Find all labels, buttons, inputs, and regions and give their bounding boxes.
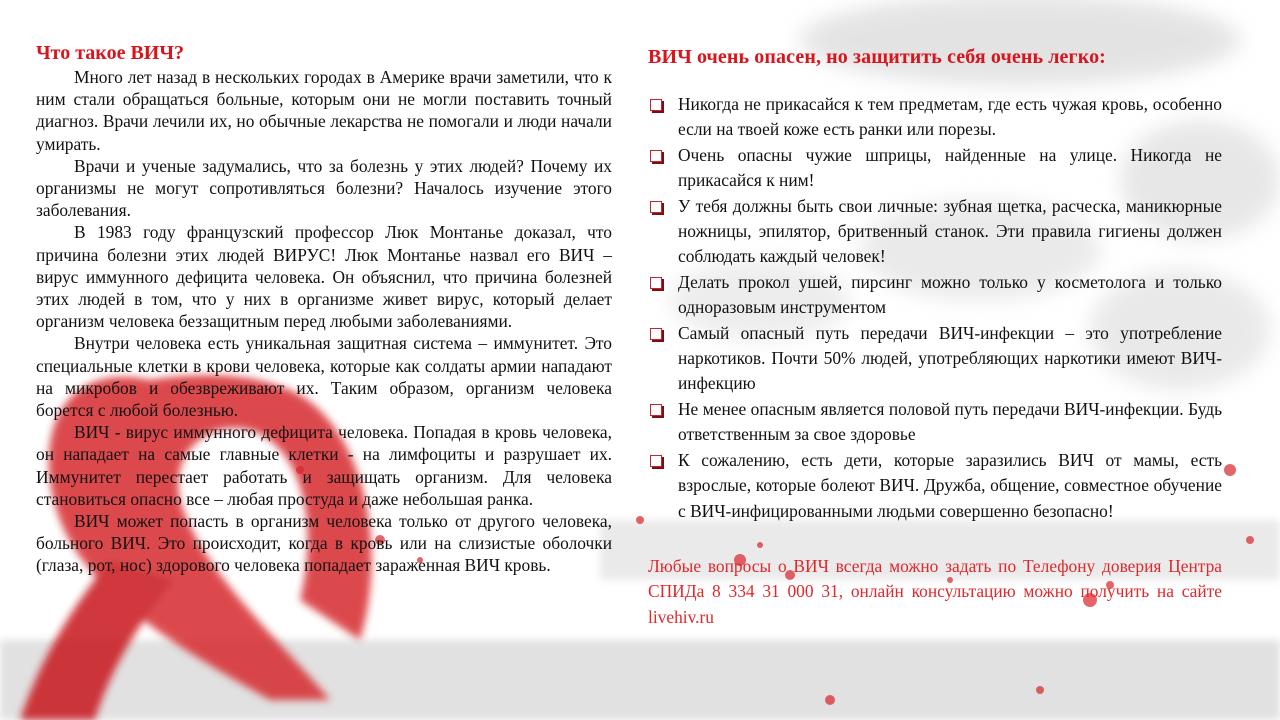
list-item xyxy=(648,194,1222,270)
left-paragraph-2: Врачи и ученые задумались, что за болезнь у этих людей? Почему их организмы не могут сопротивляться болезни? Началось изучение этого заболевания. xyxy=(36,155,612,221)
list-item-text: Делать прокол ушей, пирсинг можно только у косметолога и только одноразовым инструментом xyxy=(678,271,1222,318)
left-paragraph-4: Внутри человека есть уникальная защитная система – иммунитет. Это специальные клетки в крови человека, которые как солдаты армии нападают на микробов и обезвреживают их. Таким образом, организм человека борется с любой болезнью. xyxy=(36,333,612,421)
contact-info-text: Любые вопросы о ВИЧ всегда можно задать по Телефону доверия Центра СПИДа 8 334 31 000 31, онлайн консультацию можно получить на сайте livehiv.ru xyxy=(648,555,1222,627)
left-paragraph-6: ВИЧ может попасть в организм человека только от другого человека, больного ВИЧ. Это происходит, когда в кровь или на слизистые оболочки (глаза, рот, нос) здорового человека попадает зараженная ВИЧ кровь. xyxy=(36,511,612,576)
left-heading: Что такое ВИЧ? xyxy=(36,42,185,64)
list-item xyxy=(648,270,1222,321)
safety-tips-list xyxy=(648,92,1222,524)
list-item xyxy=(648,397,1222,448)
checkbox-bullet-icon xyxy=(650,150,662,162)
list-item xyxy=(648,92,1222,143)
left-paragraph-5: ВИЧ - вирус иммунного дефицита человека. Попадая в кровь человека, он нападает на самые главные клетки - на лимфоциты и разрушает их. Иммунитет перестает работать и защищать организм. Для человека становиться опасно все – любая простуда и даже небольшая ранка. xyxy=(36,422,612,509)
left-column xyxy=(36,40,612,577)
list-item-text: Никогда не прикасайся к тем предметам, где есть чужая кровь, особенно если на твоей коже есть ранки или порезы. xyxy=(678,94,1222,140)
list-item-text: У тебя должны быть свои личные: зубная щетка, расческа, маникюрные ножницы, эпилятор, бритвенный станок. Эти правила гигиены должен соблюдать каждый человек! xyxy=(678,195,1222,267)
checkbox-bullet-icon xyxy=(650,404,662,416)
list-item-text: Не менее опасным является половой путь передачи ВИЧ-инфекции. Будь ответственным за свое здоровье xyxy=(678,398,1222,445)
checkbox-bullet-icon xyxy=(650,99,662,111)
checkbox-bullet-icon xyxy=(650,455,662,467)
list-item xyxy=(648,448,1222,524)
checkbox-bullet-icon xyxy=(650,328,662,340)
checkbox-bullet-icon xyxy=(650,277,662,289)
list-item-text: Очень опасны чужие шприцы, найденные на улице. Никогда не прикасайся к ним! xyxy=(678,144,1222,191)
checkbox-bullet-icon xyxy=(650,201,662,213)
left-paragraph-1: Много лет назад в нескольких городах в Америке врачи заметили, что к ним стали обращаться больные, которым они не могли поставить точный диагноз. Врачи лечили их, но обычные лекарства не помогали и люди начали умирать. xyxy=(36,67,612,154)
list-item xyxy=(648,143,1222,194)
left-paragraph-3: В 1983 году французский профессор Люк Монтанье доказал, что причина болезни этих людей ВИРУС! Люк Монтанье назвал его ВИЧ – вирус иммунного дефицита человека. Он объяснил, что причина болезней этих людей в том, что у них в организме живет вирус, который делает организм человека беззащитным перед любыми заболеваниями. xyxy=(36,222,612,332)
right-heading: ВИЧ очень опасен, но защитить себя очень легко: xyxy=(648,46,1106,68)
list-item xyxy=(648,321,1222,397)
list-item-text: К сожалению, есть дети, которые заразились ВИЧ от мамы, есть взрослые, которые болеют ВИЧ. Дружба, общение, совместное обучение с ВИЧ-инфицированными людьми совершенно безопасно! xyxy=(678,449,1222,521)
right-column xyxy=(648,44,1222,630)
list-item-text: Самый опасный путь передачи ВИЧ-инфекции – это употребление наркотиков. Почти 50% людей, употребляющих наркотики имеют ВИЧ-инфекцию xyxy=(678,322,1222,394)
